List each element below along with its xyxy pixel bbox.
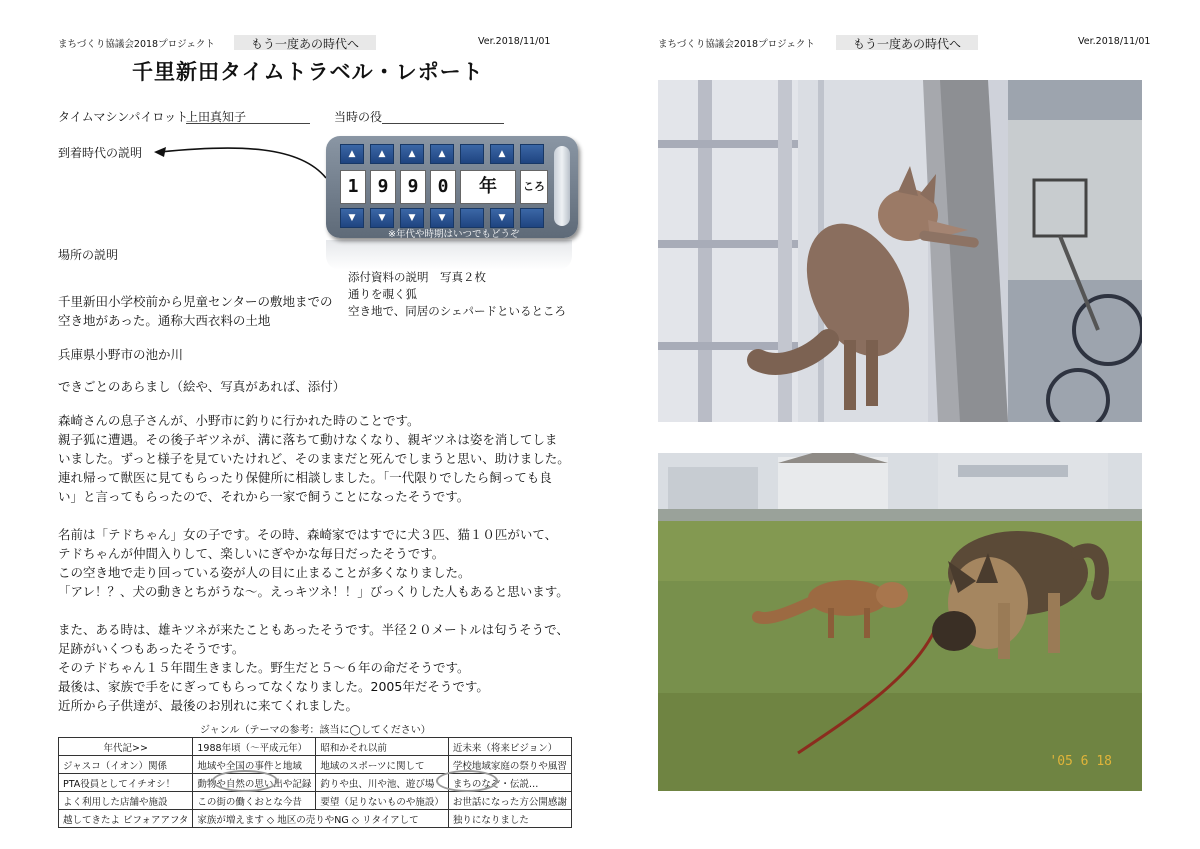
pilot-name-field: 上田真知子: [186, 108, 310, 124]
genre-cell[interactable]: 地域や全国の事件と地域: [193, 756, 316, 774]
digit-up-button[interactable]: [460, 144, 484, 164]
digit-up-button[interactable]: ▲: [370, 144, 394, 164]
selection-circle: [436, 770, 498, 792]
attachment-line: 空き地で、同居のシェパードといるところ: [348, 304, 567, 318]
genre-cell[interactable]: よく利用した店舗や施設: [59, 792, 193, 810]
genre-cell[interactable]: 地域のスポーツに関して: [316, 756, 449, 774]
year-digit: 9: [400, 170, 426, 204]
arrival-label: 到着時代の説明: [58, 146, 143, 160]
story-line: 森崎さんの息子さんが、小野市に釣りに行かれた時のことです。: [58, 413, 420, 428]
fox-and-shepherd-photo: [658, 453, 1142, 791]
genre-caption: ジャンル（テーマの参考：該当に◯してください）: [200, 725, 431, 736]
summary-label: できごとのあらまし（絵や、写真があれば、添付）: [58, 379, 346, 394]
year-digit: 9: [370, 170, 396, 204]
digit-up-button[interactable]: [520, 144, 544, 164]
genre-cell[interactable]: この街の働くおとな今昔: [193, 792, 316, 810]
arrow-icon: [150, 138, 330, 182]
story-line: また、ある時は、雄キツネが来たこともあったそうです。半径２０メートルは匂うそうで、: [58, 622, 569, 637]
genre-cell[interactable]: 近未来（将来ビジョン）: [448, 738, 571, 756]
time-machine-handle: [554, 146, 570, 226]
story-line: 名前は「テドちゃん」女の子です。その時、森崎家ではすでに犬３匹、猫１０匹がいて、: [58, 527, 558, 542]
digit-down-button[interactable]: ▼: [340, 208, 364, 228]
digit-down-button[interactable]: ▼: [370, 208, 394, 228]
story-line: 「アレ！？、犬の動きとちがうな〜。えっキツネ！！」びっくりした人もあると思います。: [58, 584, 569, 599]
digit-down-button[interactable]: ▼: [430, 208, 454, 228]
story-body: [58, 411, 578, 715]
left-version-label: Ver.2018/11/01: [478, 36, 551, 47]
genre-cell[interactable]: 家族が増えます ◇ 地区の売りやNG ◇ リタイアして: [193, 810, 449, 828]
story-line: い」と言ってもらったので、それから一家で飼うことになったそうです。: [58, 489, 470, 504]
year-digit: 0: [430, 170, 456, 204]
place-label: 場所の説明: [58, 248, 119, 262]
left-project-label: まちづくり協議会2018プロジェクト: [58, 39, 215, 50]
digit-down-button[interactable]: ▼: [490, 208, 514, 228]
digit-up-button[interactable]: ▲: [400, 144, 424, 164]
table-row: [59, 792, 572, 810]
page-title: 千里新田タイムトラベル・レポート: [132, 60, 484, 84]
genre-cell[interactable]: 要望（足りないものや施設）: [316, 792, 449, 810]
table-row: [59, 756, 572, 774]
genre-cell[interactable]: 独りになりました: [448, 810, 571, 828]
photo-date-stamp: '05 6 18: [1049, 754, 1112, 769]
text-line: 空き地があった。通称大西衣料の土地: [58, 313, 271, 328]
story-line: 最後は、家族で手をにぎってもらってなくなりました。2005年だそうです。: [58, 679, 489, 694]
role-label: 当時の役: [334, 110, 383, 124]
story-line: いました。ずっと様子を見ていたけれど、そのままだと死んでしまうと思い、助けました。: [58, 451, 570, 466]
place-description: [58, 292, 333, 330]
genre-cell[interactable]: 昭和かそれ以前: [316, 738, 449, 756]
text-line: 千里新田小学校前から児童センターの敷地までの: [58, 294, 333, 309]
story-line: 近所から子供達が、最後のお別れに来てくれました。: [58, 698, 359, 713]
genre-cell[interactable]: 学校地域家庭の祭りや風習: [448, 756, 571, 774]
right-project-label: まちづくり協議会2018プロジェクト: [658, 39, 815, 50]
story-line: 親子狐に遭遇。その後子ギツネが、溝に落ちて動けなくなり、親ギツネは姿を消してしま: [58, 432, 558, 447]
year-digit: 1: [340, 170, 366, 204]
genre-cell[interactable]: 年代記>>: [59, 738, 193, 756]
fox-photo: [658, 80, 1142, 422]
genre-cell[interactable]: 動物や自然の思い出や記録: [193, 774, 316, 792]
attachment-line: 添付資料の説明 写真２枚: [348, 270, 486, 284]
period-display: ころ: [520, 170, 548, 204]
genre-cell[interactable]: 1988年頃（〜平成元年）: [193, 738, 316, 756]
genre-cell[interactable]: PTA役員としてイチオシ！: [59, 774, 193, 792]
time-machine-reflection: [326, 240, 572, 270]
right-version-label: Ver.2018/11/01: [1078, 36, 1151, 47]
place-location: 兵庫県小野市の池か川: [58, 347, 184, 362]
digit-down-button[interactable]: [520, 208, 544, 228]
attachment-notes: [348, 269, 566, 320]
year-unit: 年: [460, 170, 516, 204]
digit-up-button[interactable]: ▲: [490, 144, 514, 164]
genre-cell[interactable]: ジャスコ（イオン）関係: [59, 756, 193, 774]
genre-cell[interactable]: 釣りや虫、川や池、遊び場: [316, 774, 449, 792]
left-theme-band: もう一度あの時代へ: [234, 35, 376, 50]
story-line: そのテドちゃん１５年間生きました。野生だと５〜６年の命だそうです。: [58, 660, 470, 675]
digit-up-button[interactable]: ▲: [340, 144, 364, 164]
role-field: [382, 108, 504, 124]
digit-down-button[interactable]: [460, 208, 484, 228]
table-row: [59, 738, 572, 756]
genre-cell[interactable]: まちのなぞ・伝説…: [448, 774, 571, 792]
right-theme-band: もう一度あの時代へ: [836, 35, 978, 50]
pilot-label: タイムマシンパイロット: [58, 110, 189, 124]
digit-down-button[interactable]: ▼: [400, 208, 424, 228]
story-line: この空き地で走り回っている姿が人の目に止まることが多くなりました。: [58, 565, 471, 580]
genre-cell[interactable]: 越してきたよ ビフォアアフタ: [59, 810, 193, 828]
table-row: [59, 810, 572, 828]
genre-cell[interactable]: お世話になった方公開感謝: [448, 792, 571, 810]
time-machine-note: ※年代や時期はいつでもどうぞ: [388, 229, 520, 240]
story-line: 連れ帰って獣医に見てもらったり保健所に相談しました。「一代限りでしたら飼っても良: [58, 470, 552, 485]
digit-up-button[interactable]: ▲: [430, 144, 454, 164]
attachment-line: 通りを覗く狐: [348, 287, 417, 301]
time-machine: [326, 136, 578, 238]
selection-circle: [212, 770, 278, 792]
story-line: テドちゃんが仲間入りして、楽しいにぎやかな毎日だったそうです。: [58, 546, 445, 561]
story-line: 足跡がいくつもあったそうです。: [58, 641, 245, 656]
